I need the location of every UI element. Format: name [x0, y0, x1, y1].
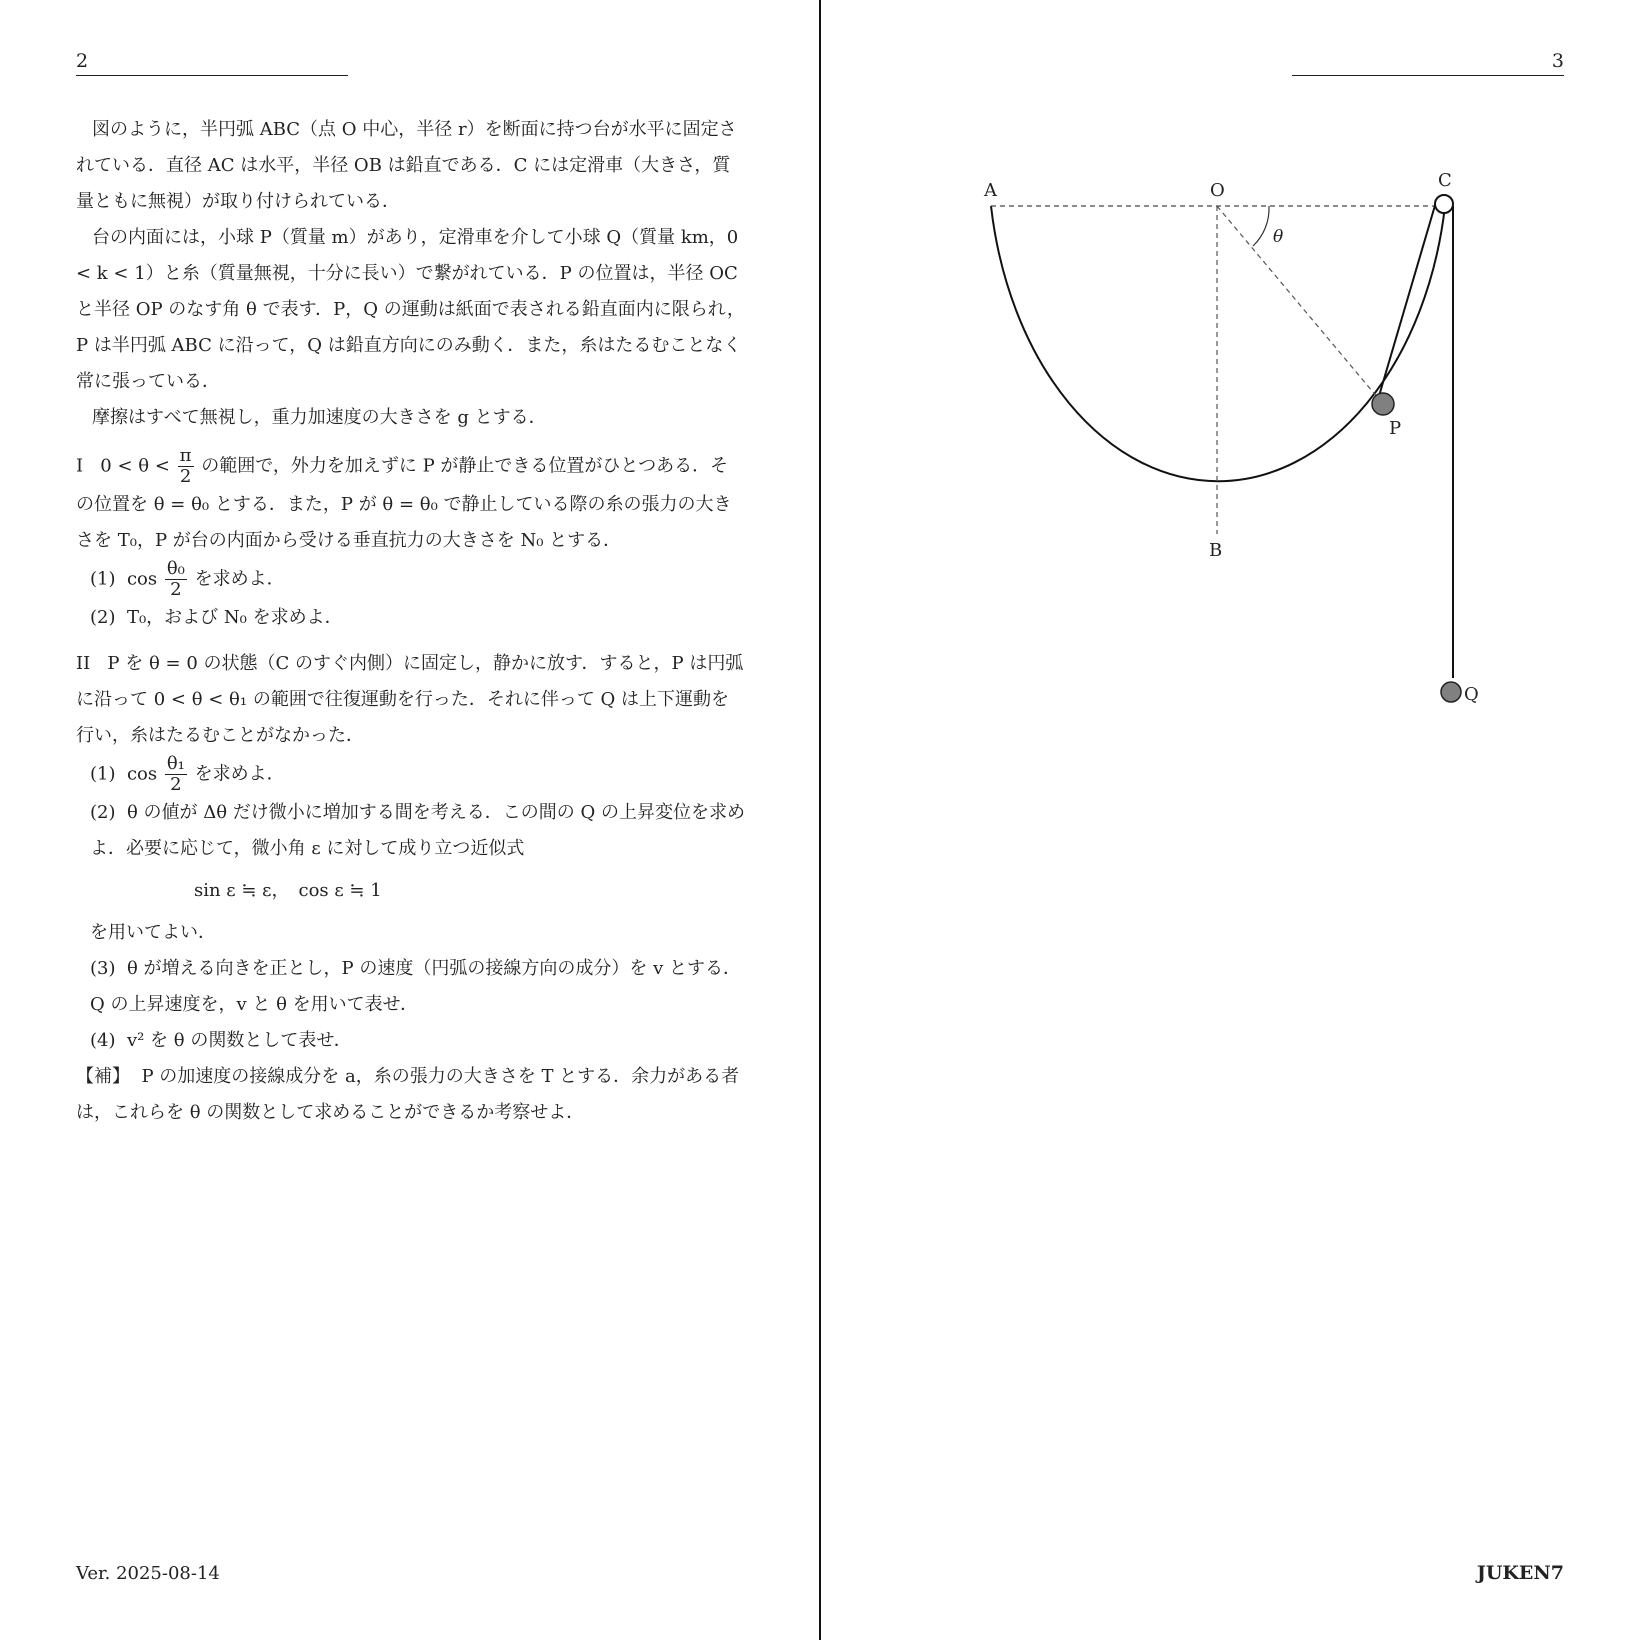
- question-text: T₀，および N₀ を求めよ．: [126, 607, 343, 628]
- fraction-denominator: 2: [170, 774, 182, 795]
- supplementary-label: 【補】: [76, 1066, 130, 1087]
- ball-q: [1441, 682, 1461, 702]
- label-o: O: [1210, 180, 1225, 201]
- fraction-denominator: 2: [179, 466, 192, 487]
- question-number: (2): [90, 802, 116, 823]
- question-number: (4): [90, 1030, 116, 1051]
- supplementary-text: P の加速度の接線成分を a，糸の張力の大きさを T とする．余力がある者は，これらを θ の関数として求めることができるか考察せよ．: [76, 1066, 740, 1123]
- fraction-numerator: θ₁: [166, 753, 185, 774]
- section-1-question-2: [76, 600, 746, 636]
- question-text: v² を θ の関数として表せ．: [126, 1030, 352, 1051]
- radius-op: [1217, 206, 1383, 404]
- label-q: Q: [1464, 684, 1479, 705]
- question-text: を求めよ．: [194, 568, 285, 590]
- problem-text: [76, 112, 746, 1131]
- question-number: (2): [90, 607, 116, 628]
- fraction-numerator: θ₀: [166, 558, 185, 579]
- intro-paragraph-1: 図のように，半円弧 ABC（点 O 中心，半径 r）を断面に持つ台が水平に固定されている．直径 AC は水平，半径 OB は鉛直である．C には定滑車（大きさ，質量ともに無視）が取り付けられている．: [76, 119, 737, 212]
- section-2-lead: [76, 646, 746, 754]
- intro-paragraph-2: 台の内面には，小球 P（質量 m）があり，定滑車を介して小球 Q（質量 km，0 < k < 1）と糸（質量無視，十分に長い）で繋がれている．P の位置は，半径 OC と半径 OP のなす角 θ で表す．P，Q の運動は紙面で表される鉛直面内に限られ，P は半円弧 ABC に沿って，Q は鉛直方向にのみ動く．また，糸はたるむことなく常に張っている．: [76, 227, 745, 392]
- section-2-question-2-tail: を用いてよい．: [90, 922, 216, 943]
- section-1: [76, 446, 746, 636]
- fraction-numerator: π: [179, 445, 192, 466]
- page-number-right: 3: [1551, 50, 1564, 72]
- label-theta: θ: [1273, 227, 1284, 247]
- question-number: (1): [90, 763, 116, 785]
- brand-footer: JUKEN7: [1476, 1562, 1564, 1584]
- section-2-question-2: [76, 795, 746, 867]
- section-2: [76, 646, 746, 1131]
- question-text: θ が増える向きを正とし，P の速度（円弧の接線方向の成分）を v とする．Q の上昇速度を，v と θ を用いて表せ．: [90, 958, 741, 1015]
- section-2-question-3: [76, 951, 746, 1023]
- pulley-semicircle-diagram: [821, 0, 1640, 760]
- theta1-half-fraction: [165, 754, 187, 795]
- string-p-to-pulley: [1379, 202, 1436, 396]
- supplementary-question: [76, 1059, 746, 1131]
- label-c: C: [1438, 170, 1452, 191]
- fraction-denominator: 2: [170, 579, 182, 600]
- section-2-question-4: [76, 1023, 746, 1059]
- section-1-label: I: [76, 455, 84, 477]
- approximation-formula: sin ε ≒ ε， cos ε ≒ 1: [194, 880, 382, 901]
- header-rule-left: [76, 75, 348, 76]
- ball-p: [1372, 393, 1394, 415]
- question-text: を求めよ．: [194, 763, 285, 785]
- question-number: (3): [90, 958, 116, 979]
- section-1-range: 0 < θ <: [100, 455, 170, 477]
- theta0-half-fraction: [165, 559, 187, 600]
- intro-paragraph-3: 摩擦はすべて無視し，重力加速度の大きさを g とする．: [92, 407, 547, 428]
- version-footer: Ver. 2025-08-14: [76, 1563, 220, 1584]
- right-page: [821, 0, 1640, 1640]
- section-1-lead-text: の範囲で，外力を加えずに P が静止できる位置がひとつある．その位置を θ = θ₀ とする．また，P が θ = θ₀ で静止している際の糸の張力の大きさを T₀，P が台の内面から受ける垂直抗力の大きさを N₀ とする．: [76, 455, 732, 551]
- section-2-lead-text: P を θ = 0 の状態（C のすぐ内側）に固定し，静かに放す．すると，P は円弧に沿って 0 < θ < θ₁ の範囲で往復運動を行った．それに伴って Q は上下運動を行い，糸はたるむことがなかった．: [76, 653, 744, 746]
- section-1-question-1: [76, 559, 746, 600]
- pi-over-2-fraction: [178, 446, 194, 487]
- cos-label: cos: [126, 568, 158, 590]
- pulley-c: [1435, 195, 1453, 213]
- label-p: P: [1389, 418, 1402, 439]
- label-b: B: [1209, 540, 1223, 561]
- label-a: A: [984, 180, 997, 201]
- section-1-lead: [76, 446, 746, 559]
- semicircle-arc: [991, 206, 1445, 481]
- theta-angle-arc: [1253, 206, 1269, 246]
- question-number: (1): [90, 568, 116, 590]
- section-2-question-1: [76, 754, 746, 795]
- section-2-label: II: [76, 653, 91, 674]
- cos-label: cos: [126, 763, 158, 785]
- page-number-left: 2: [76, 50, 89, 72]
- question-text: θ の値が Δθ だけ微小に増加する間を考える．この間の Q の上昇変位を求めよ．必要に応じて，微小角 ε に対して成り立つ近似式: [90, 802, 745, 859]
